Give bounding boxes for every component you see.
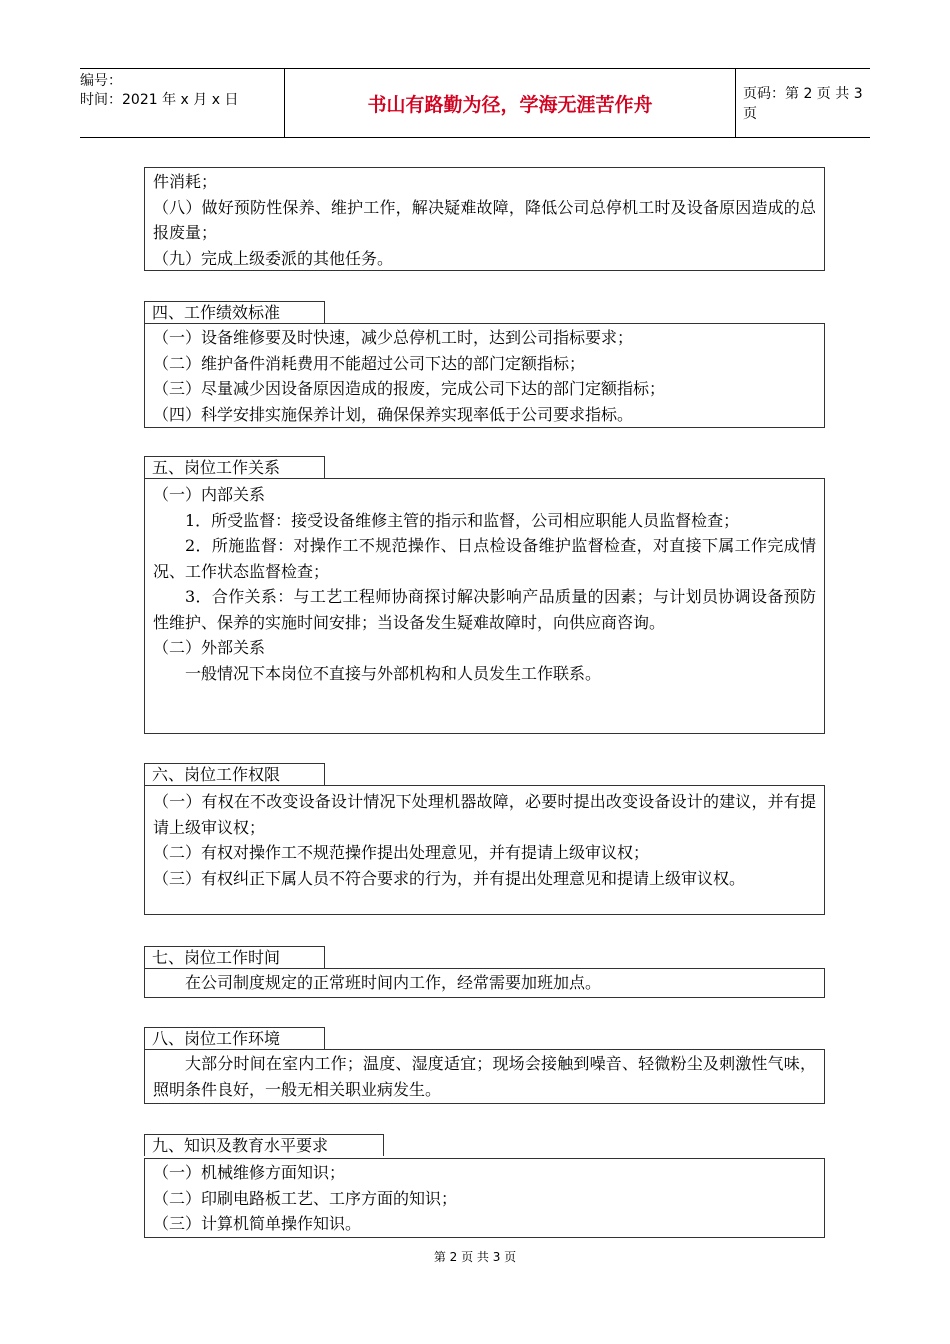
page-footer: 第 2 页 共 3 页 [433, 1250, 517, 1264]
continued-line: （八）做好预防性保养、维护工作，解决疑难故障，降低公司总停机工时及设备原因造成的总报废量； [153, 197, 816, 242]
header-meta [80, 69, 284, 140]
paragraph: 在公司制度规定的正常班时间内工作，经常需要加班加点。 [185, 973, 602, 992]
header-motto: 书山有路勤为径，学海无涯苦作舟 [367, 93, 653, 116]
section-box [144, 1049, 825, 1104]
section-box [144, 478, 825, 734]
paragraph: 3．合作关系：与工艺工程师协商探讨解决影响产品质量的因素；与计划员协调设备预防性维护、保养的实施时间安排；当设备发生疑难故障时，向供应商咨询。 [153, 587, 816, 632]
list-item: （三）尽量减少因设备原因造成的报废，完成公司下达的部门定额指标； [153, 379, 666, 398]
list-item: （二）维护备件消耗费用不能超过公司下达的部门定额指标； [153, 353, 586, 373]
section-title: 九、知识及教育水平要求 [144, 1134, 384, 1156]
list-item: （三）计算机简单操作知识。 [153, 1214, 362, 1233]
list-item: （一）有权在不改变设备设计情况下处理机器故障，必要时提出改变设备设计的建议，并有提请上级审议权； [153, 792, 816, 837]
section-title: 八、岗位工作环境 [144, 1027, 325, 1049]
list-item: （一）设备维修要及时快速，减少总停机工时，达到公司指标要求； [153, 328, 634, 347]
header-motto-cell [284, 69, 736, 137]
page-header [80, 68, 870, 138]
list-item: （二）印刷电路板工艺、工序方面的知识； [153, 1188, 458, 1208]
paragraph: 一般情况下本岗位不直接与外部机构和人员发生工作联系。 [185, 663, 602, 683]
section-title: 四、工作绩效标准 [144, 301, 325, 323]
paragraph: 1．所受监督：接受设备维修主管的指示和监督，公司相应职能人员监督检查； [185, 510, 740, 530]
section-box [144, 968, 825, 998]
header-page-number: 页码：第 2 页 共 3 页 [743, 86, 863, 122]
list-item: （三）有权纠正下属人员不符合要求的行为，并有提出处理意见和提请上级审议权。 [153, 868, 746, 888]
paragraph: 大部分时间在室内工作；温度、湿度适宜；现场会接触到噪音、轻微粉尘及刺激性气味，照明条件良好，一般无相关职业病发生。 [153, 1054, 816, 1099]
section-title: 七、岗位工作时间 [144, 946, 325, 968]
list-item: （二）有权对操作工不规范操作提出处理意见，并有提请上级审议权； [153, 843, 650, 862]
continued-line: 件消耗； [153, 172, 218, 191]
section-box [144, 1158, 825, 1238]
document-date: 时间：2021 年 x 月 x 日 [80, 92, 239, 108]
list-item: （一）机械维修方面知识； [153, 1163, 346, 1182]
continued-box [144, 167, 825, 271]
section-box [144, 785, 825, 915]
subheading-external: （二）外部关系 [153, 638, 266, 657]
document-number-label: 编号： [80, 73, 122, 89]
subheading-internal: （一）内部关系 [153, 485, 266, 504]
section-title: 六、岗位工作权限 [144, 763, 325, 785]
section-title: 五、岗位工作关系 [144, 456, 325, 478]
paragraph: 2．所施监督：对操作工不规范操作、日点检设备维护监督检查，对直接下属工作完成情况、工作状态监督检查； [153, 536, 816, 581]
section-box [144, 323, 825, 428]
continued-line: （九）完成上级委派的其他任务。 [153, 248, 394, 268]
list-item: （四）科学安排实施保养计划，确保保养实现率低于公司要求指标。 [153, 404, 634, 424]
